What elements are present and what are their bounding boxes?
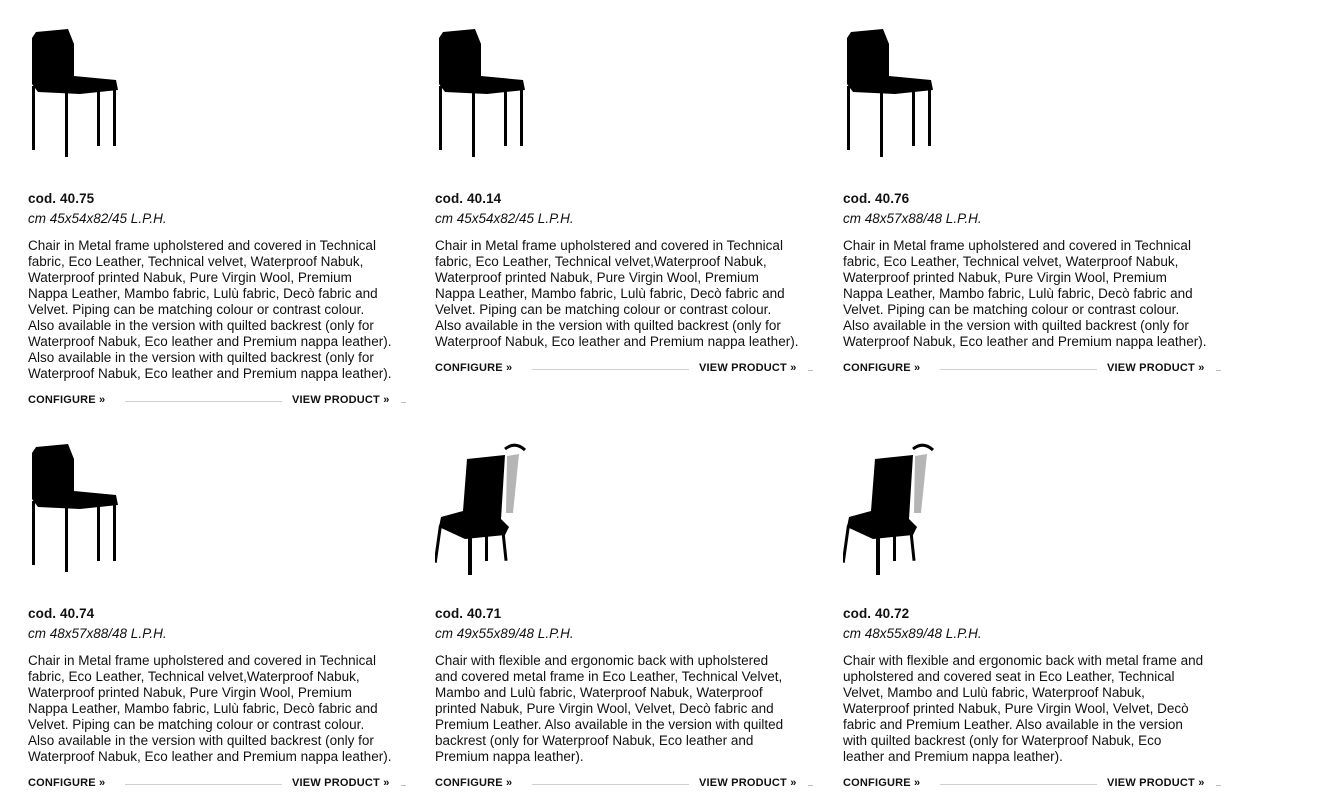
product-code: cod. 40.71 [435,606,502,621]
chair-image[interactable] [435,26,545,161]
flexible-chair-image[interactable] [435,441,545,576]
product-dimensions: cm 49x55x89/48 L.P.H. [435,626,574,641]
divider-line [125,784,282,785]
configure-link[interactable]: CONFIGURE » [28,777,106,789]
view-product-link[interactable]: VIEW PRODUCT » [1107,777,1205,789]
product-actions [435,362,815,376]
view-product-link[interactable]: VIEW PRODUCT » [1107,362,1205,374]
product-dimensions: cm 45x54x82/45 L.P.H. [28,211,167,226]
divider-line [532,784,689,785]
configure-link[interactable]: CONFIGURE » [435,362,513,374]
view-product-link[interactable]: VIEW PRODUCT » [292,777,390,789]
product-description: Chair in Metal frame upholstered and covered in Technical fabric, Eco Leather, Technical velvet, Waterproof Nabuk, Waterproof printed Nabuk, Pure Virgin Wool, Premium Nappa Leather, Mambo fabric, Lulù fabric, Decò fabric and Velvet. Piping can be matching colour or contrast colour. Also available in the version with quilted backrest (only for Waterproof Nabuk, Eco leather and Premium nappa leather). Also available in the version with quilted backrest (only for Waterproof Nabuk, Eco leather and Premium nappa leather). [28,238,392,381]
product-actions [28,394,408,408]
product-actions [843,362,1223,376]
divider-tick [401,402,406,403]
product-actions [435,777,815,791]
view-product-link[interactable]: VIEW PRODUCT » [699,777,797,789]
divider-line [940,784,1097,785]
configure-link[interactable]: CONFIGURE » [843,777,921,789]
product-code: cod. 40.14 [435,191,502,206]
configure-link[interactable]: CONFIGURE » [435,777,513,789]
product-code: cod. 40.72 [843,606,910,621]
product-description: Chair in Metal frame upholstered and covered in Technical fabric, Eco Leather, Technical velvet, Waterproof Nabuk, Waterproof printed Nabuk, Pure Virgin Wool, Premium Nappa Leather, Mambo fabric, Lulù fabric, Decò fabric and Velvet. Piping can be matching colour or contrast colour. Also available in the version with quilted backrest (only for Waterproof Nabuk, Eco leather and Premium nappa leather). [843,238,1207,349]
product-dimensions: cm 45x54x82/45 L.P.H. [435,211,574,226]
product-description: Chair with flexible and ergonomic back with metal frame and upholstered and covered seat in Eco Leather, Technical Velvet, Mambo and Lulù fabric, Waterproof Nabuk, Waterproof printed Nabuk, Pure Virgin Wool, Velvet, Decò fabric and Premium Leather. Also available in the version with quilted backrest (only for Waterproof Nabuk, Eco leather and Premium nappa leather). [843,653,1204,764]
product-description: Chair with flexible and ergonomic back with upholstered and covered metal frame in Eco Leather, Technical Velvet, Mambo and Lulù fabric, Waterproof Nabuk, Waterproof printed Nabuk, Pure Virgin Wool, Velvet, Decò fabric and Premium Leather. Also available in the version with quilted backrest (only for Waterproof Nabuk, Eco leather and Premium nappa leather). [435,653,784,764]
divider-tick [1216,785,1221,786]
product-code: cod. 40.75 [28,191,95,206]
configure-link[interactable]: CONFIGURE » [843,362,921,374]
product-dimensions: cm 48x57x88/48 L.P.H. [28,626,167,641]
product-actions [843,777,1223,791]
product-dimensions: cm 48x57x88/48 L.P.H. [843,211,982,226]
product-dimensions: cm 48x55x89/48 L.P.H. [843,626,982,641]
divider-tick [808,785,813,786]
product-description: Chair in Metal frame upholstered and covered in Technical fabric, Eco Leather, Technical velvet,Waterproof Nabuk, Waterproof printed Nabuk, Pure Virgin Wool, Premium Nappa Leather, Mambo fabric, Lulù fabric, Decò fabric and Velvet. Piping can be matching colour or contrast colour. Also available in the version with quilted backrest (only for Waterproof Nabuk, Eco leather and Premium nappa leather). [28,653,392,764]
flexible-chair-image[interactable] [843,441,953,576]
divider-line [940,369,1097,370]
view-product-link[interactable]: VIEW PRODUCT » [699,362,797,374]
divider-tick [1216,370,1221,371]
product-actions [28,777,408,791]
divider-tick [808,370,813,371]
configure-link[interactable]: CONFIGURE » [28,394,106,406]
view-product-link[interactable]: VIEW PRODUCT » [292,394,390,406]
chair-image[interactable] [28,26,138,161]
divider-line [125,401,282,402]
divider-tick [401,785,406,786]
chair-image[interactable] [843,26,953,161]
product-code: cod. 40.76 [843,191,910,206]
product-description: Chair in Metal frame upholstered and covered in Technical fabric, Eco Leather, Technical velvet,Waterproof Nabuk, Waterproof printed Nabuk, Pure Virgin Wool, Premium Nappa Leather, Mambo fabric, Lulù fabric, Decò fabric and Velvet. Piping can be matching colour or contrast colour. Also available in the version with quilted backrest (only for Waterproof Nabuk, Eco leather and Premium nappa leather). [435,238,799,349]
chair-image[interactable] [28,441,138,576]
divider-line [532,369,689,370]
product-code: cod. 40.74 [28,606,95,621]
